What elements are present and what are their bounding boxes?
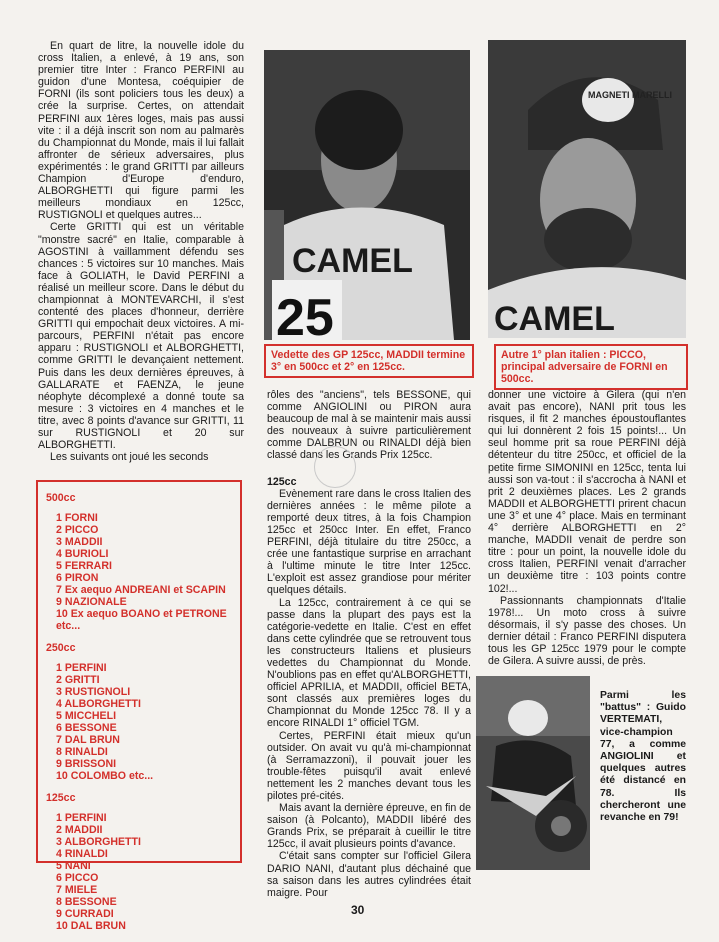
photo-maddii	[264, 50, 470, 340]
result-entry: 5 FERRARI	[56, 560, 112, 572]
result-entry: 3 RUSTIGNOLI	[56, 686, 131, 698]
result-entry: 4 RINALDI	[56, 848, 108, 860]
result-entry: 5 NANI	[56, 860, 91, 872]
caption-right: Autre 1° plan italien : PICCO, principal adversaire de FORNI en 500cc.	[494, 344, 688, 390]
result-entry: 7 DAL BRUN	[56, 734, 120, 746]
article-column-1	[38, 40, 244, 463]
results-box	[36, 480, 242, 932]
caption-left: Vedette des GP 125cc, MADDII termine 3° en 500cc et 2° en 125cc.	[264, 344, 474, 378]
paragraph: rôles des "anciens", tels BESSONE, qui comme ANGIOLINI ou PIRON aura beaucoup de mal à se maintenir mais aussi des nouveaux à suivre particulièrement comme DALBRUN ou RINALDI déjà bien classé dans les Grands Prix 125cc.	[267, 389, 471, 462]
result-entry: 10 COLOMBO etc...	[56, 770, 154, 782]
results-heading: 250cc	[46, 642, 76, 654]
results-section-125	[46, 792, 234, 932]
photo-picco	[488, 40, 686, 338]
result-entry: 9 CURRADI	[56, 908, 114, 920]
result-entry: 6 BESSONE	[56, 722, 117, 734]
result-entry: 2 MADDII	[56, 824, 103, 836]
result-entry: 9 NAZIONALE	[56, 596, 127, 608]
result-entry: 8 BESSONE	[56, 896, 117, 908]
paragraph: donner une victoire à Gilera (qui n'en avait pas encore), NANI prit tous les risques, il fit 2 manches époustouflantes qui lui donnèrent 2 fois 15 points!... Un seul homme prit sa roue PERFINI déjà détenteur du titre 250cc, et officiel de la petite firme SIMONINI en 125cc, tenta lui aussi son va-tout : il s'accrocha à NANI et prit 2 deuxièmes places. Les 2 grands MADDII et ALBORGHETTI prirent chacun une 3° et une 4° place. Mais en terminant 4° derrière ALBORGHETTI en 2° manche, MADDII venait de perdre son titre : pour un point, la nouvelle idole du cross Italien, PERFINI venait d'arracher un deuxième titre : 103 points contre 102!...	[488, 389, 686, 595]
result-entry: 3 MADDII	[56, 536, 103, 548]
results-list	[46, 512, 234, 632]
results-heading: 125cc	[46, 792, 76, 804]
article-column-3	[488, 389, 686, 667]
result-entry: 2 PICCO	[56, 524, 99, 536]
result-entry: 7 MIELE	[56, 884, 98, 896]
paragraph: La 125cc, contrairement à ce qui se passe dans la plupart des pays est la catégorie-vedette en Italie. C'est en effet dans cette cylindrée que se retrouvent tous les constructeurs Italiens et plusieurs vedettes du Championnat du Monde. N'oublions pas en effet qu'ALBORGHETTI, officiel APRILIA, et MADDII, officiel BETA, sont classés aux premières loges du Championnat du Monde 125cc 78. Il y a encore RINALDI 1° officiel TGM.	[267, 596, 471, 730]
results-section-500	[46, 492, 234, 632]
article-column-2	[267, 389, 471, 899]
result-entry: 3 ALBORGHETTI	[56, 836, 141, 848]
paragraph: Les suivants ont joué les seconds	[50, 451, 209, 464]
results-section-250	[46, 642, 234, 782]
caption-vertemati: Parmi les "battus" : Guido VERTEMATI, vice-champion 77, a comme ANGIOLINI et quelques autres été distancé en 78. Ils chercheront une revanche en 79!	[600, 690, 686, 824]
result-entry: 5 MICCHELI	[56, 710, 117, 722]
result-entry: 9 BRISSONI	[56, 758, 117, 770]
paragraph: Certes, PERFINI était mieux qu'un outsider. On avait vu qu'à mi-championnat (à Serramazzoni), il pouvait jouer les trouble-fêtes puisqu'il avait enlevé nettement les 2 manches devant tous les pilotes pré-cités.	[267, 729, 471, 802]
result-entry: 1 PERFINI	[56, 662, 107, 674]
results-heading: 500cc	[46, 492, 76, 504]
result-entry: 7 Ex aequo ANDREANI et SCAPIN	[56, 584, 226, 596]
paragraph: Certe GRITTI qui est un véritable "monstre sacré" en Italie, comparable à AGOSTINI à vaillamment défendu ses chances : 5 victoires sur 10 manches. Mais face à GOLIATH, le David PERFINI a réalisé un meilleur score. Dans le début du championnat à MONTEVARCHI, il s'est contenté des places d'honneur, derrière GRITTI qui empochait deux victoires. A mi-parcours, PERFINI n'était pas encore apparu : RUSTIGNOLI et ALBORGHETTI, comme GRITTI le devançaient nettement. Puis dans les deux dernières épreuves, à GALLARATE et FAENZA, le jeune néophyte décomplexé a donné toute sa mesure : 3 victoires en 4 manches et le titre, avec 8 points d'avance sur GRITTI, 11 sur RUSTIGNOLI et 20 sur ALBORGHETTI.	[38, 221, 244, 452]
result-entry: 8 RINALDI	[56, 746, 108, 758]
result-entry: 6 PICCO	[56, 872, 99, 884]
result-entry: 2 GRITTI	[56, 674, 100, 686]
photo-vertemati	[476, 676, 590, 870]
paragraph: En quart de litre, la nouvelle idole du cross Italien, a enlevé, à 19 ans, son premier titre Inter : Franco PERFINI au guidon d'une Montesa, coéquipier de FORNI (ils sont policiers tous les deux) a crée la surprise. Certes, on attendait PERFINI aux 1ères loges, mais pas aussi vite : il a déjà inscrit son nom au palmarès du Championnat du Monde, mais il lui fallait affronter de sérieux adversaires, plus expérimentés : le grand GRITTI par ailleurs Champion d'Europe d'enduro, ALBORGHETTI qui figure parmi les meilleurs mondiaux en 125cc, RUSTIGNOLI et quelques autres...	[38, 40, 244, 222]
jersey-number: 25	[276, 289, 334, 340]
paragraph: Mais avant la dernière épreuve, en fin de saison (à Polcanto), MADDII libéré des Grands Prix, se préparait à cueillir le titre 125cc, il avait plusieurs points d'avance.	[267, 802, 471, 851]
jersey-sponsor: CAMEL	[292, 242, 413, 280]
result-entry: 10 Ex aequo BOANO et PETRONE etc...	[56, 608, 227, 632]
watermark-logo	[314, 446, 356, 488]
result-entry: 10 DAL BRUN	[56, 920, 126, 932]
paragraph: C'était sans compter sur l'officiel Gilera DARIO NANI, d'autant plus déchainé que sa saison dans les autres cylindrées était maigre. Pour	[267, 850, 471, 899]
result-entry: 4 BURIOLI	[56, 548, 109, 560]
results-list	[46, 662, 234, 782]
results-list	[46, 812, 234, 932]
result-entry: 4 ALBORGHETTI	[56, 698, 141, 710]
jersey-sponsor-2: CAMEL	[494, 300, 615, 338]
result-entry: 1 FORNI	[56, 512, 98, 524]
paragraph: Evènement rare dans le cross Italien des dernières années : le même pilote a remporté deux titres, à la fois Champion 125cc et 250cc Inter. En effet, Franco PERFINI, déjà titulaire du titre 250cc, a crée une fantastique surprise en arrachant à l'ultime minute le titre Inter 125cc. L'exploit est assez grandiose pour mériter quelques détails.	[267, 487, 471, 597]
page-number: 30	[351, 903, 365, 917]
paragraph: Passionnants championnats d'Italie 1978!... Un moto cross à suivre désormais, il s'y passe des choses. Un dernier détail : Franco PERFINI disputera tous les GP 125cc 1979 pour le compte de Gilera. A suivre aussi, de près.	[488, 594, 686, 668]
section-heading: 125cc	[267, 475, 297, 488]
result-entry: 1 PERFINI	[56, 812, 107, 824]
cap-logo: MAGNETI MARELLI	[588, 90, 672, 100]
result-entry: 6 PIRON	[56, 572, 99, 584]
